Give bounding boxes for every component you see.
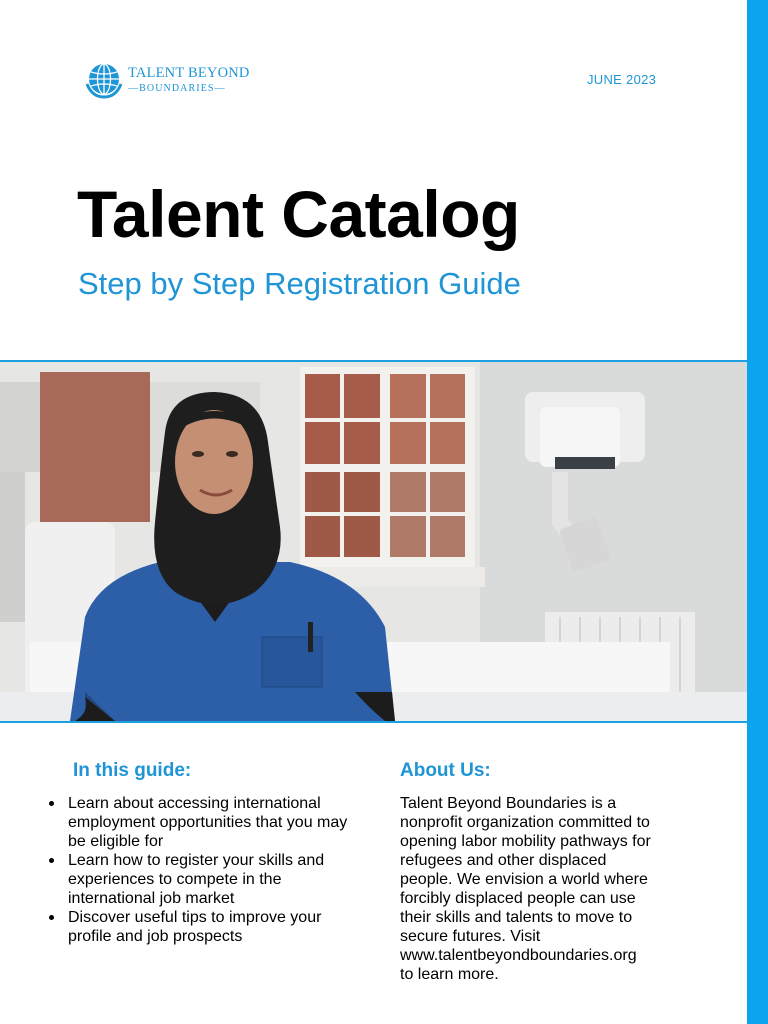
about-line: refugees and other displaced [400, 852, 607, 869]
publication-date: JUNE 2023 [587, 72, 657, 87]
page-title: Talent Catalog [77, 177, 520, 251]
logo-title: TALENT BEYOND [128, 65, 250, 82]
about-paragraph [400, 794, 720, 984]
accent-sidebar-bar [747, 0, 768, 1024]
about-line: to learn more. [400, 966, 499, 983]
logo-subtitle: —BOUNDARIES— [128, 82, 226, 94]
list-item: Discover useful tips to improve your profile and job prospects [48, 908, 368, 946]
guide-list [48, 794, 368, 946]
about-section [400, 760, 720, 984]
about-line: their skills and talents to move to [400, 909, 633, 926]
about-line: nonprofit organization committed to [400, 814, 650, 831]
guide-heading: In this guide: [73, 760, 192, 781]
brand-logo[interactable] [84, 60, 254, 100]
globe-hands-icon [84, 60, 124, 100]
about-line: forcibly displaced people can use [400, 890, 636, 907]
about-line: opening labor mobility pathways for [400, 833, 651, 850]
logo-subtitle-text: BOUNDARIES [139, 82, 215, 94]
about-line: people. We envision a world where [400, 871, 648, 888]
page-subtitle: Step by Step Registration Guide [78, 266, 521, 301]
hero-photo [0, 360, 747, 723]
about-heading: About Us: [400, 760, 491, 781]
list-item: Learn how to register your skills and experiences to compete in the international job market [48, 851, 368, 908]
list-item: Learn about accessing international employment opportunities that you may be eligible for [48, 794, 368, 851]
about-line: secure futures. Visit [400, 928, 541, 945]
guide-section [48, 760, 368, 946]
about-line: Talent Beyond Boundaries is a [400, 795, 617, 812]
website-link[interactable]: www.talentbeyondboundaries.org [400, 947, 637, 964]
